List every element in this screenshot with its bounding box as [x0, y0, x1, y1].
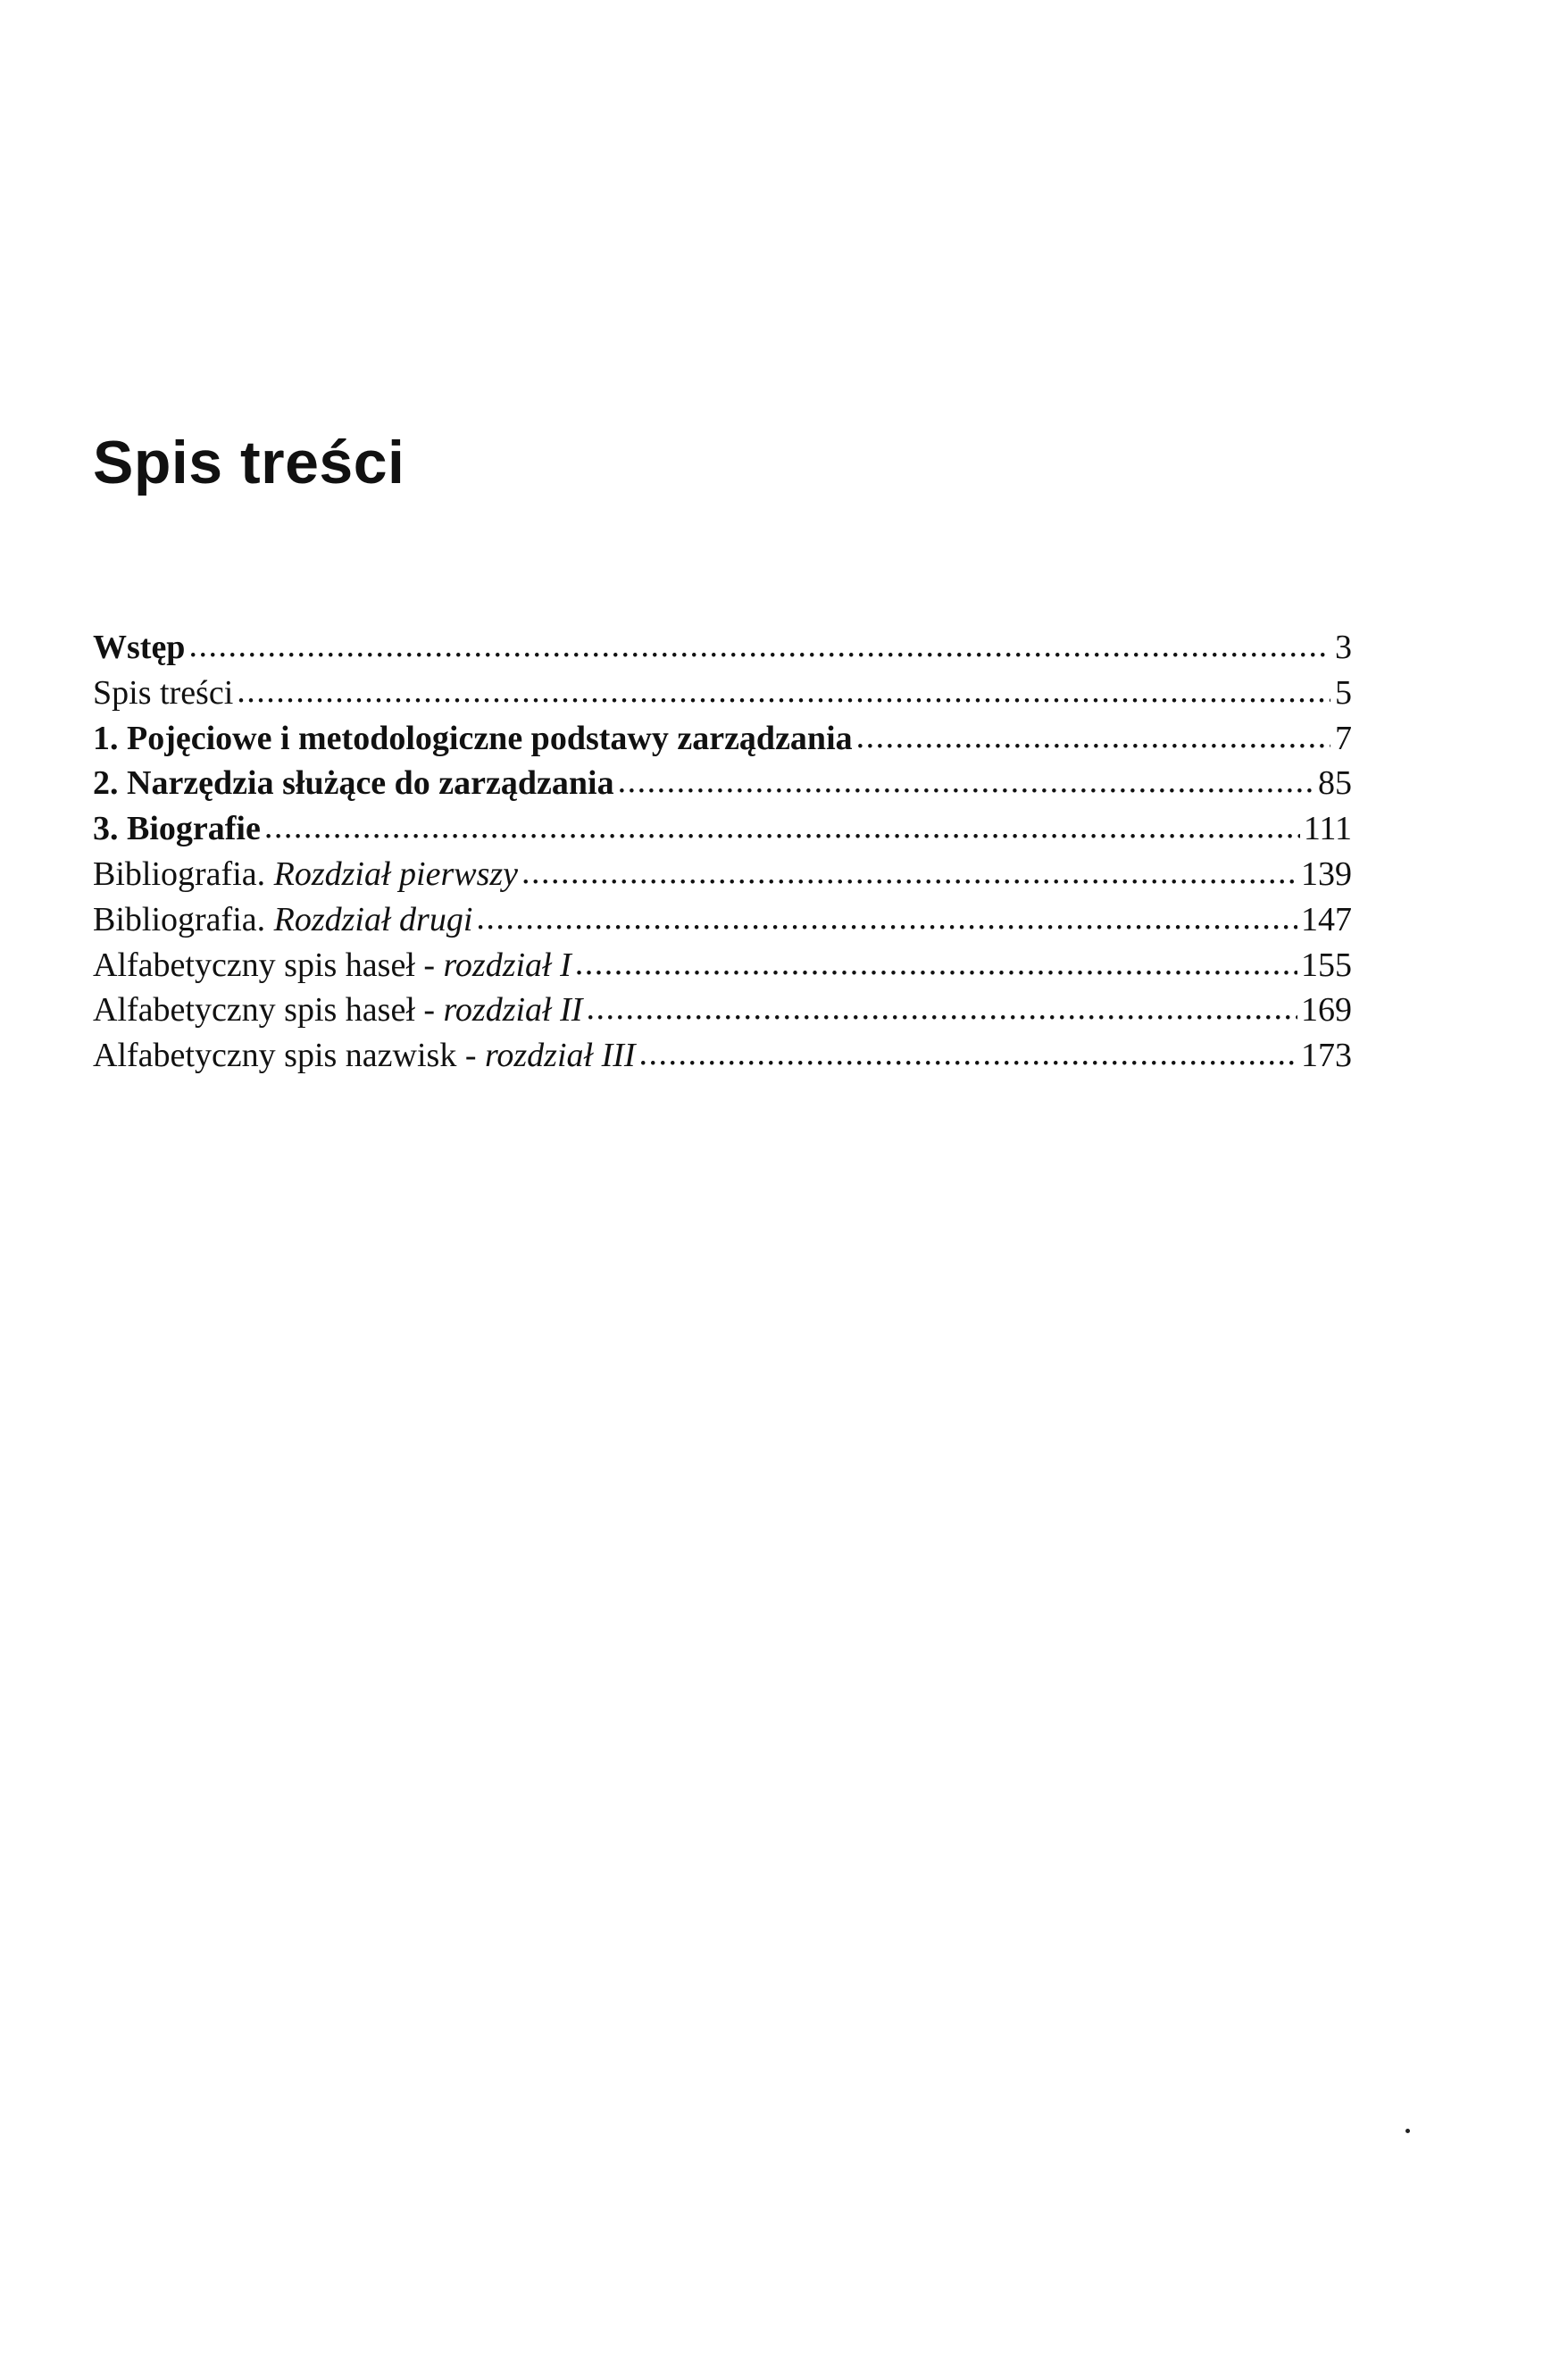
toc-entry-wstep[interactable]: [93, 625, 1352, 671]
dot-leader: [618, 759, 1314, 804]
toc-entry-index-2[interactable]: [93, 988, 1352, 1033]
toc-entry-index-1[interactable]: [93, 943, 1352, 988]
toc-entry-spis-tresci[interactable]: [93, 671, 1352, 716]
toc-entry-label: Alfabetyczny spis nazwisk - rozdział III: [93, 1037, 636, 1075]
toc-entry-chapter-1[interactable]: [93, 716, 1352, 762]
dot-leader: [237, 669, 1330, 713]
dot-leader: [188, 623, 1330, 668]
toc-entry-page: 147: [1301, 900, 1352, 938]
toc-entry-label: Bibliografia. Rozdział drugi: [93, 900, 473, 938]
toc-entry-page: 139: [1301, 855, 1352, 893]
dot-leader: [521, 850, 1297, 895]
toc-entry-page: 173: [1301, 1037, 1352, 1075]
toc-entry-label: 2. Narzędzia służące do zarządzania: [93, 764, 614, 803]
toc-entry-chapter-3[interactable]: [93, 806, 1352, 852]
toc-entry-label: Alfabetyczny spis haseł - rozdział I: [93, 946, 571, 984]
toc-entry-page: 85: [1318, 764, 1352, 803]
dot-leader: [264, 805, 1300, 849]
toc-entry-page: 169: [1301, 991, 1352, 1030]
dot-leader: [856, 714, 1330, 759]
toc-entry-label: Spis treści: [93, 673, 234, 712]
toc-entry-chapter-2[interactable]: [93, 761, 1352, 806]
toc-entry-label: 1. Pojęciowe i metodologiczne podstawy zarządzania: [93, 719, 853, 757]
scan-speck: [1405, 2129, 1410, 2133]
toc-entry-bibliography-2[interactable]: [93, 897, 1352, 943]
toc-entry-page: 155: [1301, 946, 1352, 984]
toc-entry-bibliography-1[interactable]: [93, 852, 1352, 897]
dot-leader: [575, 941, 1297, 986]
toc-entry-index-3[interactable]: [93, 1033, 1352, 1079]
toc-entry-page: 5: [1335, 673, 1352, 712]
toc-entry-label: Alfabetyczny spis haseł - rozdział II: [93, 991, 583, 1030]
dot-leader: [639, 1031, 1297, 1076]
toc-entry-label: Wstęp: [93, 629, 186, 666]
table-of-contents: [93, 625, 1352, 1079]
toc-entry-page: 3: [1335, 629, 1352, 666]
dot-leader: [586, 986, 1297, 1030]
toc-entry-label: 3. Biografie: [93, 810, 261, 848]
toc-entry-page: 111: [1303, 810, 1352, 848]
toc-entry-label: Bibliografia. Rozdział pierwszy: [93, 855, 519, 893]
dot-leader: [476, 896, 1297, 940]
page-title: Spis treści: [93, 429, 405, 496]
toc-entry-page: 7: [1335, 719, 1352, 757]
